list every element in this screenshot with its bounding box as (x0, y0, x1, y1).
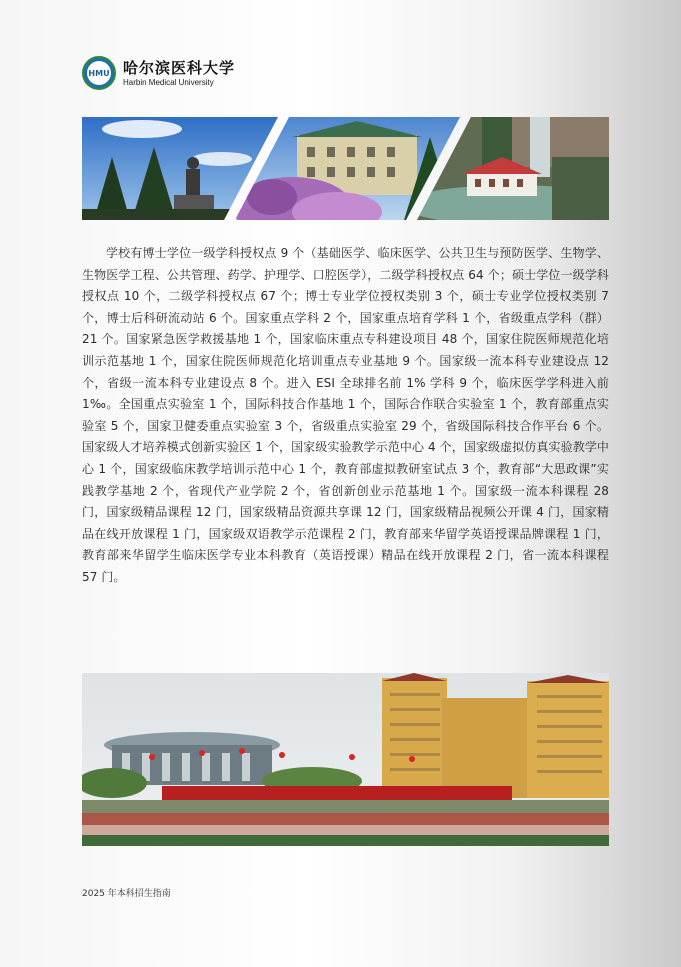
university-name-en: Harbin Medical University (123, 77, 214, 87)
campus-event-photo (82, 673, 609, 846)
university-name (123, 59, 235, 88)
campus-photo-banner (82, 117, 609, 220)
discipline-statistics-paragraph: 学校有博士学位一级学科授权点 9 个（基础医学、临床医学、公共卫生与预防医学、生物学、生物医学工程、公共管理、药学、护理学、口腔医学），二级学科授权点 64 个；硕士学位一级学科授权点 10 个，二级学科授权点 67 个；博士专业学位授权类别 3 个，硕士专业学位授权类别 7 个，博士后科研流动站 6 个。国家重点学科 2 个，国家重点培育学科 1 个，省级重点学科（群）21 个。国家紧急医学救援基地 1 个，国家临床重点专科建设项目 48 个，国家住院医师规范化培训示范基地 1 个，国家住院医师规范化培训重点专业基地 9 个。国家级一流本科专业建设点 12 个，省级一流本科专业建设点 8 个。进入 ESI 全球排名前 1% 学科 9 个，临床医学学科进入前 1‰。全国重点实验室 1 个，国际科技合作基地 1 个，国际合作联合实验室 1 个，教育部重点实验室 5 个，国家卫健委重点实验室 3 个，省级重点实验室 29 个，省级国际科技合作平台 6 个。国家级人才培养模式创新实验区 1 个，国家级实验教学示范中心 4 个，国家级虚拟仿真实验教学中心 1 个，国家级临床教学培训示范中心 1 个，教育部虚拟教研室试点 3 个，教育部“大思政课”实践教学基地 2 个，省现代产业学院 2 个，省创新创业示范基地 1 个。国家级一流本科课程 28 门，国家级精品课程 12 门，国家级精品资源共享课 12 门，国家级精品视频公开课 4 门，国家精品在线开放课程 1 门，国家级双语教学示范课程 2 门，教育部来华留学英语授课品牌课程 1 门，教育部来华留学生临床医学专业本科教育（英语授课）精品在线开放课程 2 门，省一流本科课程 57 门。 (82, 246, 609, 584)
seal-monogram: HMU (87, 61, 111, 85)
university-logo (82, 56, 235, 90)
university-seal-icon (82, 56, 116, 90)
university-name-cn: 哈尔滨医科大学 (123, 58, 236, 77)
footer-guide-title: 2025 年本科招生指南 (82, 889, 171, 899)
